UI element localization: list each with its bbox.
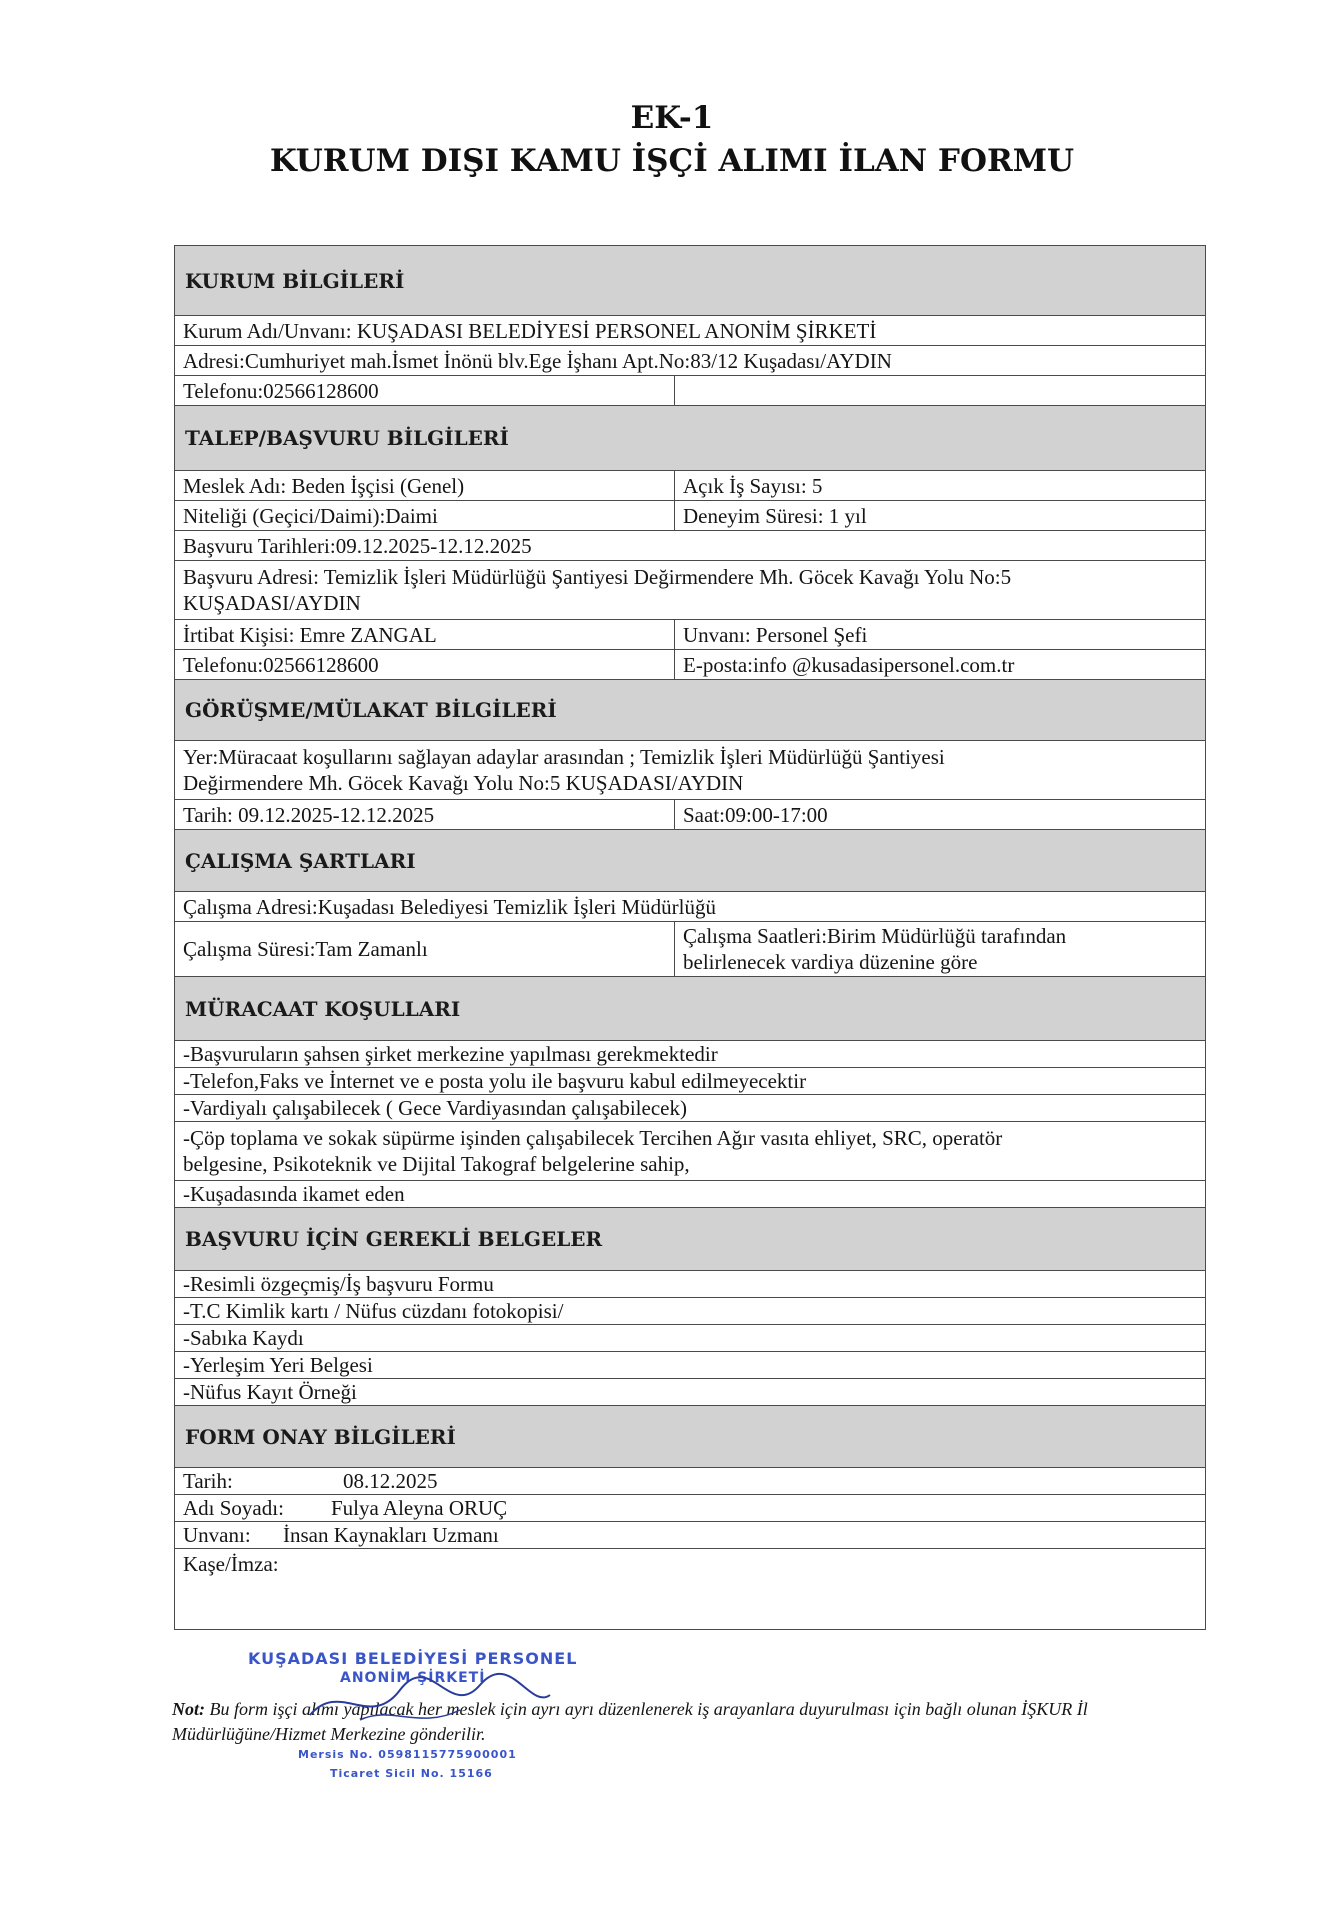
muracaat-item: -Kuşadasında ikamet eden [183,1182,405,1206]
signature-icon [300,1660,560,1740]
meslek-adi: Meslek Adı: Beden İşçisi (Genel) [175,471,675,500]
calisma-suresi: Çalışma Süresi:Tam Zamanlı [175,922,675,976]
basvuru-adresi-line1: Başvuru Adresi: Temizlik İşleri Müdürlüğü Şantiyesi Değirmendere Mh. Göcek Kavağı Yolu No:5 [183,565,1012,589]
stamp-line-1: KUŞADASI BELEDİYESİ PERSONEL [248,1649,578,1668]
acik-is-sayisi: Açık İş Sayısı: 5 [683,473,823,498]
talep-row-3 [174,530,1206,560]
niteligi: Niteliği (Geçici/Daimi):Daimi [175,501,675,530]
muracaat-row-1 [174,1040,1206,1067]
muracaat-item-multiline [175,1122,1205,1180]
gorusme-row-1 [174,740,1206,799]
muracaat-item: -Vardiyalı çalışabilecek ( Gece Vardiyasından çalışabilecek) [183,1096,687,1120]
belge-item: -T.C Kimlik kartı / Nüfus cüzdanı fotokopisi/ [183,1299,564,1323]
onay-kase: Kaşe/İmza: [183,1552,279,1576]
stamp-line-2: ANONİM ŞİRKETİ [340,1670,486,1686]
onay-tarih-label: Tarih: [183,1469,233,1493]
gorusme-saat: Saat:09:00-17:00 [683,802,828,827]
talep-row-4 [174,560,1206,619]
section-kurum: KURUM BİLGİLERİ [174,245,1206,315]
onay-tarih-row [174,1467,1206,1494]
kurum-adres: Adresi:Cumhuriyet mah.İsmet İnönü blv.Ege İşhanı Apt.No:83/12 Kuşadası/AYDIN [183,348,892,373]
belge-item: -Resimli özgeçmiş/İş başvuru Formu [183,1272,494,1296]
muracaat-row-3 [174,1094,1206,1121]
onay-unvan [175,1522,1205,1548]
section-muracaat: MÜRACAAT KOŞULLARI [174,976,1206,1040]
belge-row-3 [174,1324,1206,1351]
section-onay: FORM ONAY BİLGİLERİ [174,1405,1206,1467]
section-belgeler: BAŞVURU İÇİN GEREKLİ BELGELER [174,1207,1206,1270]
muracaat-row-4 [174,1121,1206,1180]
gorusme-yer-line1: Yer:Müracaat koşullarını sağlayan adaylar arasından ; Temizlik İşleri Müdürlüğü Şantiyesi [183,745,945,769]
talep-row-1 [174,470,1206,500]
section-talep: TALEP/BAŞVURU BİLGİLERİ [174,405,1206,470]
talep-row-6 [174,649,1206,679]
page-title-form: KURUM DIŞI KAMU İŞÇİ ALIMI İLAN FORMU [269,143,1075,179]
onay-kase-row [174,1548,1206,1630]
section-gorusme: GÖRÜŞME/MÜLAKAT BİLGİLERİ [174,679,1206,740]
belge-item: -Nüfus Kayıt Örneği [183,1380,357,1404]
page-title-ek: EK-1 [630,100,714,136]
onay-tarih [175,1468,1205,1494]
gorusme-yer [175,741,1205,799]
onay-unvan-label: Unvanı: [183,1523,251,1547]
onay-unvan-row [174,1521,1206,1548]
muracaat-item: -Başvuruların şahsen şirket merkezine yapılması gerekmektedir [183,1042,718,1066]
deneyim-suresi: Deneyim Süresi: 1 yıl [683,503,867,528]
ilan-form [174,245,1206,1630]
calisma-saatleri-line1: Çalışma Saatleri:Birim Müdürlüğü tarafından [683,924,1067,948]
muracaat-item4-line2: belgesine, Psikoteknik ve Dijital Takograf belgelerine sahip, [183,1152,690,1176]
muracaat-row-5 [174,1180,1206,1207]
calisma-row-2 [174,921,1206,976]
onay-adi-value: Fulya Aleyna ORUÇ [331,1496,508,1520]
onay-unvan-value: İnsan Kaynakları Uzmanı [283,1523,499,1547]
gorusme-row-2 [174,799,1206,829]
stamp-line-3: Mersis No. 0598115775900001 [298,1748,517,1761]
onay-adi [175,1495,1205,1521]
stamp-line-4: Ticaret Sicil No. 15166 [330,1767,493,1780]
kurum-telefon-empty [675,376,1205,405]
kurum-adres-row [174,345,1206,375]
kurum-adi-row [174,315,1206,345]
muracaat-item: -Telefon,Faks ve İnternet ve e posta yolu ile başvuru kabul edilmeyecektir [183,1069,807,1093]
talep-telefon: Telefonu:02566128600 [175,650,675,679]
belge-row-5 [174,1378,1206,1405]
belge-row-2 [174,1297,1206,1324]
basvuru-adresi [175,561,1205,619]
belge-row-1 [174,1270,1206,1297]
section-calisma: ÇALIŞMA ŞARTLARI [174,829,1206,891]
talep-row-5 [174,619,1206,649]
talep-row-2 [174,500,1206,530]
kurum-telefon-row [174,375,1206,405]
basvuru-tarihleri: Başvuru Tarihleri:09.12.2025-12.12.2025 [183,533,532,558]
belge-item: -Sabıka Kaydı [183,1326,304,1350]
gorusme-yer-line2: Değirmendere Mh. Göcek Kavağı Yolu No:5 KUŞADASI/AYDIN [183,771,744,795]
onay-tarih-value: 08.12.2025 [343,1469,438,1493]
calisma-saatleri-line2: belirlenecek vardiya düzenine göre [683,950,978,974]
gorusme-tarih: Tarih: 09.12.2025-12.12.2025 [175,800,675,829]
irtibat-kisisi: İrtibat Kişisi: Emre ZANGAL [175,620,675,649]
kurum-adi: Kurum Adı/Unvanı: KUŞADASI BELEDİYESİ PERSONEL ANONİM ŞİRKETİ [183,318,877,343]
talep-eposta: E-posta:info @kusadasipersonel.com.tr [683,652,1015,677]
muracaat-row-2 [174,1067,1206,1094]
footnote-label: Not: [172,1699,205,1719]
calisma-saatleri [675,922,1205,976]
kurum-telefon: Telefonu:02566128600 [175,376,675,405]
onay-adi-label: Adı Soyadı: [183,1496,284,1520]
muracaat-item4-line1: -Çöp toplama ve sokak süpürme işinden çalışabilecek Tercihen Ağır vasıta ehliyet, SRC, operatör [183,1126,1003,1150]
footnote-text: Bu form işçi alımı yapılacak her meslek için ayrı ayrı düzenlenerek iş arayanlara duyurulması için bağlı olunan İŞKUR İl Müdürlüğüne/Hizmet Merkezine gönderilir. [172,1699,1088,1744]
basvuru-adresi-line2: KUŞADASI/AYDIN [183,591,361,615]
belge-row-4 [174,1351,1206,1378]
calisma-row-1 [174,891,1206,921]
belge-item: -Yerleşim Yeri Belgesi [183,1353,373,1377]
calisma-adresi: Çalışma Adresi:Kuşadası Belediyesi Temizlik İşleri Müdürlüğü [183,894,716,919]
irtibat-unvani: Unvanı: Personel Şefi [683,622,868,647]
onay-adi-row [174,1494,1206,1521]
